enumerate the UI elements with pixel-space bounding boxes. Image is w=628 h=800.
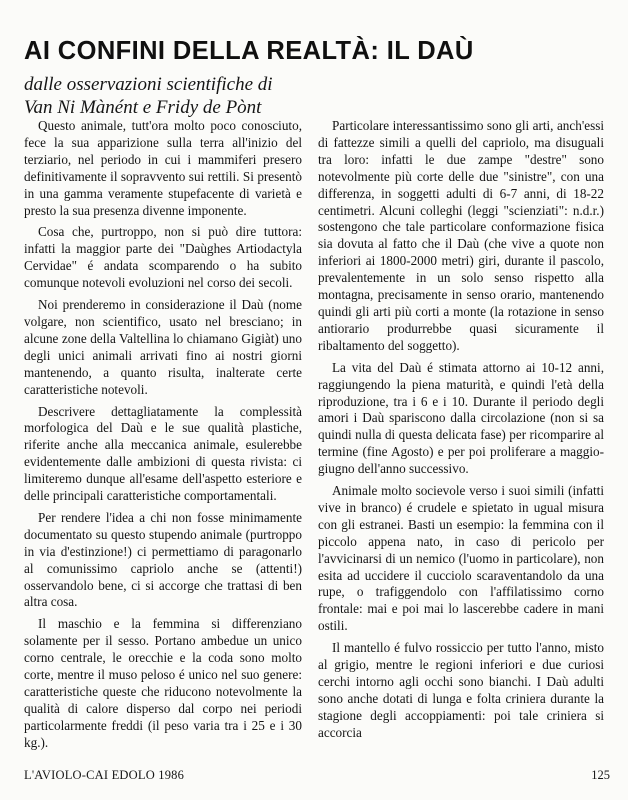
left-column [24, 118, 302, 757]
page-footer [24, 768, 610, 784]
paragraph: Questo animale, tutt'ora molto poco conosciuto, fece la sua apparizione sulla terra all'inizio del terziario, nel periodo in cui i mammiferi presero definitivamente il sopravvento sui rettili. Si presentò in una gamma veramente stupefacente di varietà e presto la sua presenza divenne imponente. [24, 118, 302, 218]
footer-publication: L'AVIOLO-CAI EDOLO 1986 [24, 768, 185, 782]
article-title: AI CONFINI DELLA REALTÀ: IL DAÙ [24, 37, 474, 65]
article-subtitle [24, 73, 614, 119]
paragraph: Particolare interessantissimo sono gli arti, anch'essi di fattezze simili a quelli del capriolo, ma disuguali tra loro: infatti le due zampe "destre" sono notevolmente più corte delle due "sinistre", con una differenza, in soggetti adulti di 6-7 anni, di 18-22 centimetri. Alcuni colleghi (leggi "scienziati": n.d.r.) sostengono che tale particolare conformazione fisica sia dovuta al fatto che il Daù (che vive a quote non inferiori ai 1800-2000 metri) giri, durante il pascolo, prevalentemente in un solo senso rispetto alla montagna, precisamente in senso orario, mantenendo quindi gli arti più corti a monte (la rotazione in senso antiorario produrrebbe quasi sicuramente il ribaltamento del soggetto). [318, 118, 604, 353]
right-column [318, 118, 604, 747]
paragraph: Noi prenderemo in considerazione il Daù (nome volgare, non scientifico, usato nel bresciano; in alcune zone della Valtellina lo chiamano Gigiàt) uno degli unici animali arrivati fino ai nostri giorni mantenendo, a quanto risulta, inalterate certe caratteristiche notevoli. [24, 297, 302, 397]
paragraph: Cosa che, purtroppo, non si può dire tuttora: infatti la maggior parte dei "Daùghes Artiodactyla Cervidae" é andata scomparendo o ha subito comunque notevoli evoluzioni nel corso dei secoli. [24, 224, 302, 291]
subtitle-line-1: dalle osservazioni scientifiche di [24, 74, 273, 95]
paragraph: Descrivere dettagliatamente la complessità morfologica del Daù e le sue qualità plastiche, riferite anche alla meccanica animale, esulerebbe evidentemente dalle ambizioni di questa rivista: ci limiteremo dunque all'esame dell'aspetto esteriore e delle principali caratteristiche comportamentali. [24, 403, 302, 504]
paragraph: La vita del Daù é stimata attorno ai 10-12 anni, raggiungendo la piena maturità, e quindi l'età della riproduzione, tra i 6 e i 10. Durante il periodo degli amori i Daù spariscono dalla circolazione (non si sa quindi nulla di questa delicata fase) per ricomparire al termine (fine Agosto) e per poi proliferare a maggio-giugno dell'anno successivo. [318, 359, 604, 477]
page-number: 125 [591, 768, 610, 782]
paragraph: Animale molto socievole verso i suoi simili (infatti vive in branco) é crudele e spietato in ugual misura con gli estranei. Basti un esempio: la femmina con il piccolo appena nato, in caso di pericolo per l'avvicinarsi di un nemico (l'uomo in particolare), non esita ad uccidere il cucciolo scaraventandolo da una rupe, o trafiggendolo con l'affilatissimo corno frontale: mai e poi mai lo lascerebbe cadere in mani ostili. [318, 483, 604, 634]
subtitle-line-2: Van Ni Mànént e Fridy de Pònt [24, 97, 262, 118]
paragraph: Per rendere l'idea a chi non fosse minimamente documentato su questo stupendo animale (purtroppo in via d'estinzione!) ci permettiamo di paragonarlo al comunissimo capriolo anche se (attenti!) osservandolo bene, ci si accorge che trattasi di ben altra cosa. [24, 509, 302, 610]
paragraph: Il mantello é fulvo rossiccio per tutto l'anno, misto al grigio, mentre le regioni inferiori e due curiosi cerchi intorno agli occhi sono bianchi. I Daù adulti sono anche dotati di lunga e folta criniera durante la stagione degli accoppiamenti: poi tale criniera si accorcia [318, 640, 604, 740]
paragraph: Il maschio e la femmina si differenziano solamente per il sesso. Portano ambedue un unico corno centrale, le orecchie e la coda sono molto corte, mentre il muso peloso é unico nel suo genere: caratteristiche queste che riducono notevolmente la qualità di calore disperso dal corpo nei periodi particolarmente freddi (il peso varia tra i 25 e i 30 kg.). [24, 616, 302, 750]
